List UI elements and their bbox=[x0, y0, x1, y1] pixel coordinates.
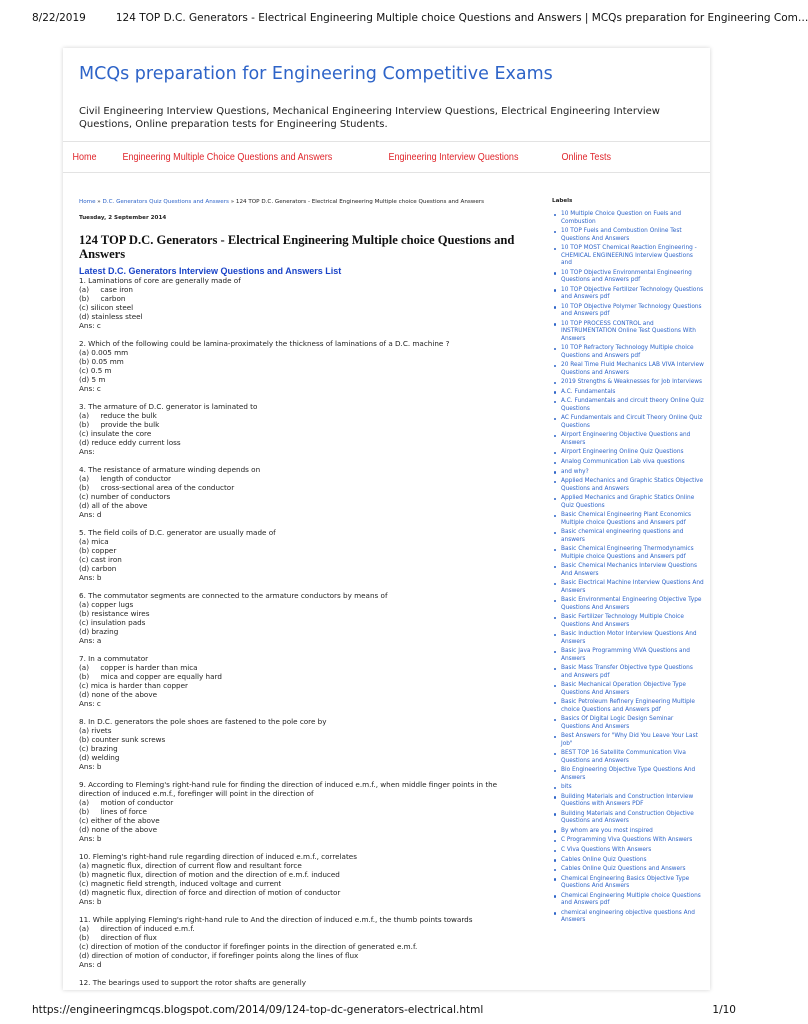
question-text: 7. In a commutator bbox=[79, 654, 149, 663]
label-link[interactable]: 10 TOP PROCESS CONTROL and INSTRUMENTATION Online Test Questions With Answers bbox=[561, 320, 696, 342]
label-link[interactable]: Basic Chemical Engineering Thermodynamics Multiple choice Questions and Answers pdf bbox=[561, 546, 694, 560]
label-link[interactable]: Basic Mechanical Operation Objective Type Questions And Answers bbox=[561, 682, 686, 696]
label-link[interactable]: Basic Fertilizer Technology Multiple Choice Questions And Answers bbox=[561, 614, 684, 628]
question-line: (a) rivets bbox=[79, 726, 112, 735]
label-item bbox=[552, 733, 704, 748]
question-line: (a) copper lugs bbox=[79, 600, 134, 609]
label-item bbox=[552, 563, 704, 578]
question-block bbox=[79, 978, 527, 987]
label-item bbox=[552, 469, 704, 476]
label-item bbox=[552, 682, 704, 697]
label-item bbox=[552, 345, 704, 360]
list-title: Latest D.C. Generators Interview Questions and Answers List bbox=[79, 266, 342, 276]
question-line: (d) all of the above bbox=[79, 501, 148, 510]
label-item bbox=[552, 304, 704, 319]
label-link[interactable]: 10 Multiple Choice Question on Fuels and Combustion bbox=[561, 211, 682, 225]
question-line: (c) number of conductors bbox=[79, 492, 171, 501]
nav-interview-questions[interactable]: Engineering Interview Questions bbox=[388, 151, 519, 163]
label-link[interactable]: 10 TOP Objective Environmental Engineering Questions and Answers pdf bbox=[561, 269, 692, 284]
label-link[interactable]: 2019 Strengths & Weaknesses for Job Interviews bbox=[561, 379, 703, 386]
question-line: (d) reduce eddy current loss bbox=[79, 438, 181, 447]
question-line: Ans: c bbox=[79, 321, 101, 330]
print-page-number: 1/10 bbox=[712, 1004, 736, 1016]
label-link[interactable]: Basic Induction Motor Interview Questions And Answers bbox=[561, 631, 697, 645]
question-line: (c) insulation pads bbox=[79, 618, 146, 627]
label-link[interactable]: Chemical Engineering Basics Objective Type Questions And Answers bbox=[561, 875, 690, 890]
label-item bbox=[552, 794, 704, 809]
label-item bbox=[552, 828, 704, 835]
label-link[interactable]: Basic Chemical Engineering Plant Economics Multiple choice Questions and Answers pdf bbox=[561, 512, 692, 526]
breadcrumb-separator: » bbox=[228, 199, 236, 205]
label-item bbox=[552, 379, 704, 386]
question-line: (c) 0.5 m bbox=[79, 366, 112, 375]
question-line: (c) brazing bbox=[79, 744, 118, 753]
question-line: (a) motion of conductor bbox=[79, 798, 174, 807]
label-item bbox=[552, 432, 704, 447]
question-line: (d) none of the above bbox=[79, 690, 158, 699]
breadcrumb-home[interactable]: Home bbox=[79, 199, 96, 205]
label-item bbox=[552, 837, 704, 844]
question-text: 9. According to Fleming's right-hand rule for finding the direction of induced e.m.f., when middle finger points in the direction of induced e.m.f., forefinger will point in the direction of bbox=[79, 780, 500, 798]
label-item bbox=[552, 495, 704, 510]
question-line: Ans: c bbox=[79, 699, 101, 708]
label-item bbox=[552, 287, 704, 302]
label-item bbox=[552, 784, 704, 791]
question-block bbox=[79, 402, 527, 456]
question-text: 5. The field coils of D.C. generator are usually made of bbox=[79, 528, 276, 537]
question-line: (d) magnetic flux, direction of force and direction of motion of conductor bbox=[79, 888, 341, 897]
question-line: (c) insulate the core bbox=[79, 429, 152, 438]
nav-mcq[interactable]: Engineering Multiple Choice Questions and Answers bbox=[122, 151, 333, 163]
label-item bbox=[552, 876, 704, 891]
question-text: 10. Fleming's right-hand rule regarding direction of induced e.m.f., correlates bbox=[79, 852, 357, 861]
question-line: (b) 0.05 mm bbox=[79, 357, 124, 366]
question-text: 6. The commutator segments are connected to the armature conductors by means of bbox=[79, 591, 388, 600]
sidebar-labels bbox=[552, 198, 704, 927]
label-item bbox=[552, 857, 704, 864]
label-link[interactable]: A.C. Fundamentals and circuit theory Online Quiz Questions bbox=[561, 398, 704, 412]
label-item bbox=[552, 245, 704, 267]
question-block bbox=[79, 591, 527, 645]
label-link[interactable]: Basic Environmental Engineering Objective Type Questions And Answers bbox=[561, 597, 702, 611]
label-link[interactable]: bits bbox=[561, 784, 572, 791]
label-item bbox=[552, 398, 704, 413]
print-page-title: 124 TOP D.C. Generators - Electrical Engineering Multiple choice Questions and Answers | MCQs preparation for Engineering Com… bbox=[115, 12, 808, 24]
question-line: (d) none of the above bbox=[79, 825, 158, 834]
label-item bbox=[552, 362, 704, 377]
label-link[interactable]: AC Fundamentals and Circuit Theory Online Quiz Questions bbox=[561, 415, 703, 429]
question-list bbox=[79, 276, 527, 987]
question-line: (b) copper bbox=[79, 546, 117, 555]
question-line: (a) mica bbox=[79, 537, 109, 546]
question-line: Ans: d bbox=[79, 960, 102, 969]
label-link[interactable]: BEST TOP 16 Satellite Communication Viva Questions and Answers bbox=[561, 750, 686, 764]
breadcrumb-category[interactable]: D.C. Generators Quiz Questions and Answers bbox=[102, 199, 229, 205]
question-text: 12. The bearings used to support the rotor shafts are generally bbox=[79, 978, 306, 987]
question-line: (b) magnetic flux, direction of motion and the direction of e.m.f. induced bbox=[79, 870, 340, 879]
question-line: (c) mica is harder than copper bbox=[79, 681, 188, 690]
label-link[interactable]: 10 TOP Objective Fertilizer Technology Questions and Answers pdf bbox=[561, 286, 704, 301]
label-link[interactable]: Analog Communication Lab viva questions bbox=[561, 459, 685, 465]
question-text: 4. The resistance of armature winding depends on bbox=[79, 465, 261, 474]
label-link[interactable]: Basic chemical engineering questions and answers bbox=[561, 529, 684, 543]
label-item bbox=[552, 580, 704, 595]
label-link[interactable]: chemical engineering objective questions And Answers bbox=[561, 909, 695, 924]
label-item bbox=[552, 321, 704, 343]
breadcrumb-separator: » bbox=[95, 199, 103, 205]
question-line: (c) cast iron bbox=[79, 555, 122, 564]
label-link[interactable]: Bio Engineering Objective Type Questions And Answers bbox=[561, 767, 696, 781]
label-item bbox=[552, 389, 704, 396]
label-item bbox=[552, 614, 704, 629]
post-content bbox=[79, 198, 527, 987]
question-block bbox=[79, 654, 527, 708]
question-line: (c) either of the above bbox=[79, 816, 160, 825]
label-link[interactable]: Basic Petroleum Refinery Engineering Multiple choice Questions and Answers pdf bbox=[561, 699, 695, 713]
breadcrumb bbox=[79, 198, 527, 207]
label-item bbox=[552, 847, 704, 854]
question-line: (b) cross-sectional area of the conductor bbox=[79, 483, 235, 492]
label-link[interactable]: 20 Real Time Fluid Mechanics LAB VIVA Interview Questions and Answers bbox=[561, 362, 704, 376]
label-item bbox=[552, 211, 704, 226]
question-line: (b) mica and copper are equally hard bbox=[79, 672, 222, 681]
label-link[interactable]: Airport Engineering Objective Questions and Answers bbox=[561, 432, 691, 446]
label-link[interactable]: Basic Chemical Mechanics Interview Questions And Answers bbox=[561, 563, 697, 577]
label-item bbox=[552, 866, 704, 873]
post-date: Tuesday, 2 September 2014 bbox=[79, 215, 167, 221]
label-link[interactable]: 10 TOP Objective Polymer Technology Questions and Answers pdf bbox=[561, 303, 702, 318]
question-block bbox=[79, 915, 527, 969]
question-line: Ans: b bbox=[79, 573, 102, 582]
question-line: (d) welding bbox=[79, 753, 120, 762]
label-item bbox=[552, 665, 704, 680]
question-line: (d) direction of motion of conductor, if forefinger points along the lines of flux bbox=[79, 951, 359, 960]
question-line: Ans: d bbox=[79, 510, 102, 519]
site-title[interactable]: MCQs preparation for Engineering Competitive Exams bbox=[79, 64, 553, 84]
label-link[interactable]: Building Materials and Construction Objective Questions and Answers bbox=[561, 810, 694, 825]
label-link[interactable]: Airport Engineering Online Quiz Questions bbox=[561, 449, 684, 456]
question-line: (a) reduce the bulk bbox=[79, 411, 157, 420]
label-item bbox=[552, 546, 704, 561]
question-line: (b) provide the bulk bbox=[79, 420, 160, 429]
label-item bbox=[552, 910, 704, 925]
print-date: 8/22/2019 bbox=[32, 12, 86, 24]
question-line: (d) 5 m bbox=[79, 375, 106, 384]
label-link[interactable]: Basics Of Digital Logic Design Seminar Questions And Answers bbox=[561, 716, 674, 730]
label-item bbox=[552, 750, 704, 765]
label-item bbox=[552, 893, 704, 908]
question-line: (d) carbon bbox=[79, 564, 117, 573]
question-line: (d) stainless steel bbox=[79, 312, 143, 321]
label-link[interactable]: Basic Java Programming VIVA Questions and Answers bbox=[561, 648, 690, 662]
nav-online-tests[interactable]: Online Tests bbox=[561, 151, 612, 163]
question-line: (c) silicon steel bbox=[79, 303, 134, 312]
question-block bbox=[79, 528, 527, 582]
label-link[interactable]: and why? bbox=[561, 468, 589, 475]
label-link[interactable]: 10 TOP Fuels and Combustion Online Test Questions And Answers bbox=[561, 228, 682, 242]
question-text: 1. Laminations of core are generally made of bbox=[79, 276, 241, 285]
label-item bbox=[552, 478, 704, 493]
question-line: (a) copper is harder than mica bbox=[79, 663, 198, 672]
question-text: 8. In D.C. generators the pole shoes are fastened to the pole core by bbox=[79, 717, 327, 726]
label-item bbox=[552, 228, 704, 243]
labels-heading: Labels bbox=[552, 198, 573, 204]
blog-page bbox=[63, 48, 710, 990]
question-line: Ans: a bbox=[79, 636, 102, 645]
question-line: Ans: b bbox=[79, 834, 102, 843]
breadcrumb-current: 124 TOP D.C. Generators - Electrical Engineering Multiple choice Questions and Answers bbox=[235, 199, 485, 205]
label-item bbox=[552, 716, 704, 731]
question-block bbox=[79, 780, 527, 843]
label-link[interactable]: Cables Online Quiz Questions bbox=[561, 856, 647, 863]
label-link[interactable]: By whom are you most inspired bbox=[561, 827, 653, 834]
question-line: Ans: b bbox=[79, 897, 102, 906]
question-line: (b) lines of force bbox=[79, 807, 147, 816]
print-footer bbox=[32, 1004, 736, 1016]
question-line: (d) brazing bbox=[79, 627, 119, 636]
question-text: 2. Which of the following could be lamina-proximately the thickness of laminations of a D.C. machine ? bbox=[79, 339, 450, 348]
label-link[interactable]: Chemical Engineering Multiple choice Questions and Answers pdf bbox=[561, 892, 701, 907]
question-line: (a) case iron bbox=[79, 285, 133, 294]
question-block bbox=[79, 852, 527, 906]
question-line: (a) magnetic flux, direction of current flow and resultant force bbox=[79, 861, 302, 870]
question-line: Ans: c bbox=[79, 384, 101, 393]
label-link[interactable]: 10 TOP Refractory Technology Multiple choice Questions and Answers pdf bbox=[561, 345, 694, 359]
label-item bbox=[552, 597, 704, 612]
question-block bbox=[79, 717, 527, 771]
question-line: (a) direction of induced e.m.f. bbox=[79, 924, 195, 933]
label-link[interactable]: C Viva Questions With Answers bbox=[561, 846, 652, 853]
question-line: (b) counter sunk screws bbox=[79, 735, 166, 744]
label-item bbox=[552, 415, 704, 430]
question-line: Ans: b bbox=[79, 762, 102, 771]
label-link[interactable]: A.C. Fundamentals bbox=[561, 388, 616, 395]
label-item bbox=[552, 811, 704, 826]
question-block bbox=[79, 465, 527, 519]
label-list bbox=[552, 211, 704, 924]
post-title: 124 TOP D.C. Generators - Electrical Engineering Multiple choice Questions and Answers bbox=[79, 233, 515, 261]
label-item bbox=[552, 270, 704, 285]
label-link[interactable]: Building Materials and Construction Interview Questions with Answers PDF bbox=[561, 793, 694, 808]
label-link[interactable]: Best Answers for "Why Did You Leave Your Last Job" bbox=[561, 733, 698, 747]
label-item bbox=[552, 459, 704, 466]
label-link[interactable]: 10 TOP MOST Chemical Reaction Engineering - CHEMICAL ENGINEERING Interview Questions and bbox=[561, 245, 697, 267]
question-text: 11. While applying Fleming's right-hand rule to And the direction of induced e.m.f., the thumb points towards bbox=[79, 915, 473, 924]
question-text: 3. The armature of D.C. generator is laminated to bbox=[79, 402, 258, 411]
label-item bbox=[552, 699, 704, 714]
nav-home[interactable]: Home bbox=[72, 151, 97, 163]
label-link[interactable]: Applied Mechanics and Graphic Statics Online Quiz Questions bbox=[561, 495, 695, 509]
label-link[interactable]: Basic Electrical Machine Interview Questions And Answers bbox=[561, 580, 704, 594]
top-navigation bbox=[63, 141, 710, 173]
label-link[interactable]: C Programming Viva Questions With Answers bbox=[561, 837, 693, 844]
label-link[interactable]: Basic Mass Transfer Objective type Questions and Answers pdf bbox=[561, 665, 693, 679]
print-url: https://engineeringmcqs.blogspot.com/2014/09/124-top-dc-generators-electrical.html bbox=[32, 1004, 484, 1016]
question-line: (b) carbon bbox=[79, 294, 126, 303]
question-line: (a) 0.005 mm bbox=[79, 348, 129, 357]
question-line: Ans: bbox=[79, 447, 95, 456]
site-description: Civil Engineering Interview Questions, Mechanical Engineering Interview Questions, Electrical Engineering Interview Questions, Online preparation tests for Engineering Students. bbox=[79, 106, 660, 130]
question-block bbox=[79, 339, 527, 393]
question-line: (c) direction of motion of the conductor if forefinger points in the direction of generated e.m.f. bbox=[79, 942, 418, 951]
print-header bbox=[32, 12, 808, 24]
label-item bbox=[552, 512, 704, 527]
question-line: (a) length of conductor bbox=[79, 474, 171, 483]
label-item bbox=[552, 631, 704, 646]
label-item bbox=[552, 449, 704, 456]
question-block bbox=[79, 276, 527, 330]
label-item bbox=[552, 767, 704, 782]
label-link[interactable]: Cables Online Quiz Questions and Answers bbox=[561, 866, 686, 873]
question-line: (c) magnetic field strength, induced voltage and current bbox=[79, 879, 282, 888]
question-line: (b) resistance wires bbox=[79, 609, 150, 618]
label-item bbox=[552, 648, 704, 663]
label-link[interactable]: Applied Mechanics and Graphic Statics Objective Questions and Answers bbox=[561, 478, 704, 492]
label-item bbox=[552, 529, 704, 544]
question-line: (b) direction of flux bbox=[79, 933, 157, 942]
